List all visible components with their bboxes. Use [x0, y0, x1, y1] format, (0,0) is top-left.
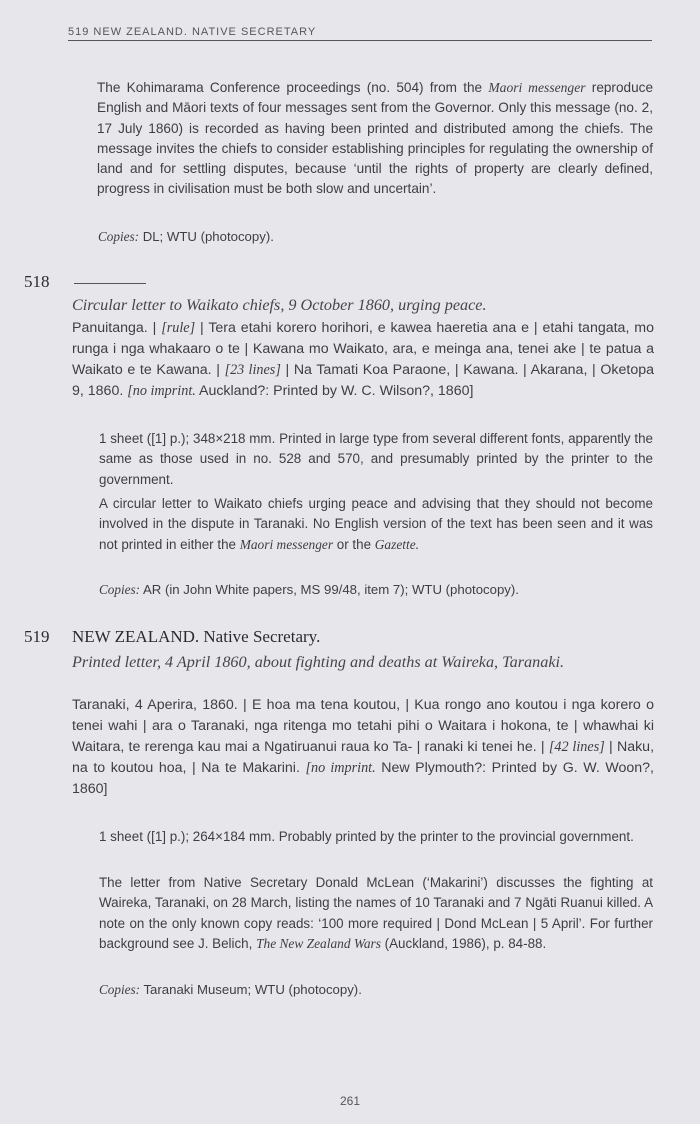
entry-518-transcription: Panuitanga. | [rule] | Tera etahi korero horihori, e kawea haeretia ana e | etahi tangata, mo runga i nga whakaaro o te | Kawana mo Waikato, ara, e meinga ana, tenei ake | te patua a Waikato e te Kawana. | [23 lines] | Na Tamati Koa Paraone, | Kawana. | Akarana, | Oketopa 9, 1860. [no imprint. Auckland?: Printed by W. C. Wilson?, 1860]: [72, 320, 654, 399]
intro-copies: Copies: DL; WTU (photocopy).: [98, 229, 274, 244]
entry-519-note: The letter from Native Secretary Donald McLean (‘Makarini’) discusses the fighting at Waireka, Taranaki, on 28 March, listing the names of 10 Taranaki and 7 Ngāti Ruanui killed. A note on the only known copy reads: ‘100 more required | Dond McLean | 5 April’. For further background see J. Belich, The New Zealand Wars (Auckland, 1986), p. 84-88.: [99, 875, 653, 952]
page-number: 261: [339, 1094, 361, 1108]
entry-number-518: 518: [24, 272, 50, 291]
entry-519-physical-description: 1 sheet ([1] p.); 264×184 mm. Probably printed by the printer to the provincial government.: [99, 829, 634, 844]
entry-519-heading: NEW ZEALAND. Native Secretary.: [72, 627, 321, 646]
entry-518-copies: Copies: AR (in John White papers, MS 99/48, item 7); WTU (photocopy).: [99, 582, 519, 597]
running-head: 519 NEW ZEALAND. NATIVE SECRETARY: [68, 26, 652, 41]
entry-518-title: Circular letter to Waikato chiefs, 9 October 1860, urging peace.: [72, 296, 487, 314]
author-dash: [74, 283, 146, 284]
entry-518-physical-description: 1 sheet ([1] p.); 348×218 mm. Printed in large type from several different fonts, apparently the same as those used in no. 528 and 570, and presumably printed by the printer to the government.: [99, 431, 653, 487]
entry-number-519: 519: [24, 627, 50, 646]
entry-519-copies: Copies: Taranaki Museum; WTU (photocopy).: [99, 982, 362, 997]
entry-518-note: A circular letter to Waikato chiefs urging peace and advising that they should not become involved in the dispute in Taranaki. No English version of the text has been seen and it was not printed in either the Maori messenger or the Gazette.: [99, 496, 653, 552]
entry-519-title: Printed letter, 4 April 1860, about fighting and deaths at Waireka, Taranaki.: [72, 653, 565, 671]
intro-paragraph: The Kohimarama Conference proceedings (no. 504) from the Maori messenger reproduce English and Māori texts of four messages sent from the Governor. Only this message (no. 2, 17 July 1860) is recorded as having been printed and distributed among the chiefs. The message invites the chiefs to consider establishing principles for regulating the ownership of land and for settling disputes, because ‘until the rights of property are clearly defined, progress in civilisation must be both slow and uncertain’.: [97, 80, 653, 197]
entry-519-transcription: Taranaki, 4 Aperira, 1860. | E hoa ma tena koutou, | Kua rongo ano koutou i nga korero o tenei wahi | ara o Taranaki, nga ritenga mo tetahi pihi o Waitara i hokona, te | whawhai ki Waitara, te rerenga kau mai a Ngatiruanui raua ko Ta- | ranaki ki tenei he. | [42 lines] | Naku, na to koutou hoa, | Na te Makarini. [no imprint. New Plymouth?: Printed by G. W. Woon?, 1860]: [72, 697, 655, 797]
italic-title: Maori messenger: [488, 80, 586, 95]
